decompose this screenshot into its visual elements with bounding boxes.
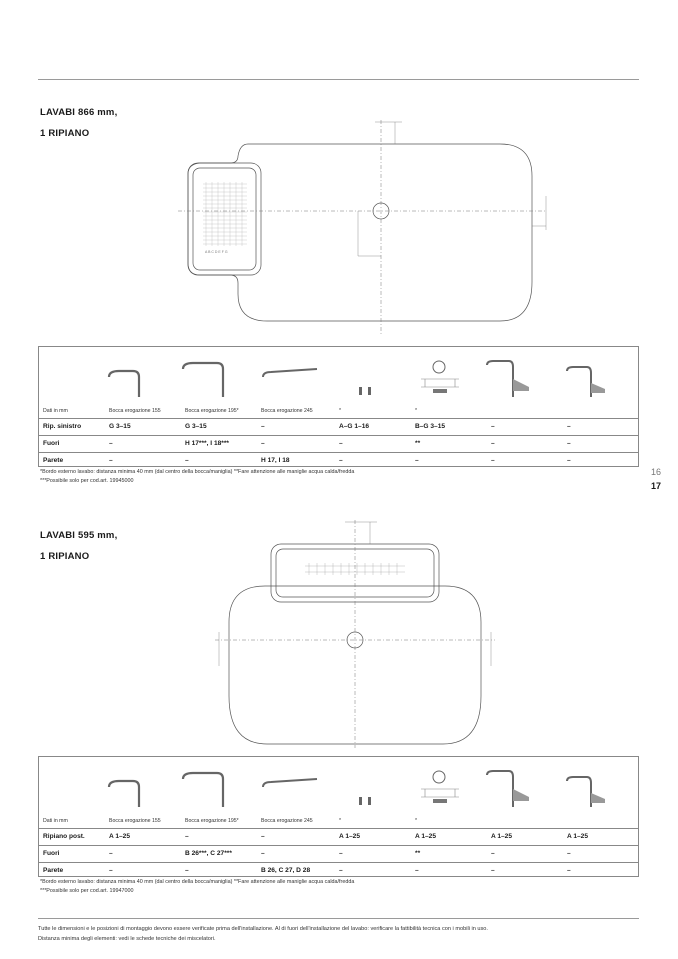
- row-label: Ripiano post.: [43, 833, 85, 840]
- cell: B 26***, C 27***: [185, 850, 232, 857]
- row-label: Parete: [43, 457, 64, 464]
- cell: –: [185, 867, 189, 874]
- cell: –: [109, 457, 113, 464]
- cell: –: [339, 457, 343, 464]
- section2-title-line2: 1 RIPIANO: [40, 551, 90, 562]
- row-label: Fuori: [43, 440, 60, 447]
- cell: –: [185, 833, 189, 840]
- footer-line1: Tutte le dimensioni e le posizioni di montaggio devono essere verificate prima dell'installazione. Al di fuori dell'installazione del lavabo: verificare la fattibilità tecnica con i mobili in uso.: [38, 926, 488, 932]
- footer-line2: Distanza minima degli elementi: vedi le schede tecniche dei miscelatori.: [38, 935, 216, 942]
- section2-row-2: [39, 845, 638, 862]
- section1-row-3: [39, 452, 638, 469]
- label-col1: Bocca erogazione 155: [109, 818, 161, 824]
- handle-pair-icon: [335, 767, 395, 809]
- cell: B–G 3–15: [415, 423, 446, 430]
- top-divider: [38, 79, 639, 80]
- basin-595-drawing: [205, 516, 505, 748]
- label-col3: Bocca erogazione 245: [261, 408, 313, 414]
- cell: **: [415, 440, 421, 447]
- cell: –: [339, 440, 343, 447]
- section2-table: [38, 756, 639, 877]
- section1-product-images: [39, 347, 638, 404]
- section2-row-1: [39, 828, 638, 845]
- label-col4: *: [339, 818, 342, 824]
- cell: –: [491, 440, 495, 447]
- cell: B 26, C 27, D 28: [261, 867, 311, 874]
- mixer-short-icon: [561, 767, 621, 809]
- section2-note2: ***Possibile solo per cod.art. 19947000: [40, 888, 134, 894]
- page-number-current: 17: [651, 481, 662, 491]
- row-label: Fuori: [43, 850, 60, 857]
- basin-866-outline: [188, 144, 532, 321]
- cell: –: [491, 423, 495, 430]
- spout-195-icon: [181, 357, 241, 399]
- basin-866-shelf: [188, 163, 261, 275]
- cell: –: [415, 867, 419, 874]
- section2-label-row: [39, 816, 638, 828]
- cell: –: [567, 440, 571, 447]
- cell: –: [109, 867, 113, 874]
- row-label: Rip. sinistro: [43, 423, 82, 430]
- cell: –: [261, 833, 265, 840]
- label-col2: Bocca erogazione 195*: [185, 408, 239, 414]
- label-col5: *: [415, 408, 418, 414]
- section2-title: [40, 525, 117, 567]
- cell: A 1–25: [567, 833, 589, 840]
- footer-text: [38, 925, 639, 944]
- basin-866-drawing: [170, 118, 560, 340]
- wall-mixer-diagram-icon: [411, 767, 471, 809]
- mixer-tall-icon: [483, 767, 543, 809]
- cell: –: [491, 457, 495, 464]
- cell: A–G 1–16: [339, 423, 370, 430]
- cell: –: [261, 440, 265, 447]
- basin-866-grid-letters: A B C D E F G: [205, 250, 228, 254]
- label-col5: *: [415, 818, 418, 824]
- spout-155-icon: [105, 357, 165, 399]
- cell: A 1–25: [109, 833, 131, 840]
- cell: H 17, I 18: [261, 457, 290, 464]
- handle-pair-icon: [335, 357, 395, 399]
- cell: G 3–15: [109, 423, 131, 430]
- cell: –: [109, 440, 113, 447]
- cell: **: [415, 850, 421, 857]
- section1-note1: *Bordo esterno lavabo: distanza minima 40 mm (dal centro della bocca/maniglia) **Fare attenzione alle maniglie acqua calda/fredda: [40, 469, 355, 475]
- cell: –: [339, 867, 343, 874]
- cell: –: [415, 457, 419, 464]
- page-number-prev: 16: [651, 467, 662, 477]
- section1-row-2: [39, 435, 638, 452]
- label-col4: *: [339, 408, 342, 414]
- spout-245-icon: [259, 767, 319, 809]
- section2-note1: *Bordo esterno lavabo: distanza minima 40 mm (dal centro della bocca/maniglia) **Fare attenzione alle maniglie acqua calda/fredda: [40, 879, 355, 885]
- spout-155-icon: [105, 767, 165, 809]
- spout-245-icon: [259, 357, 319, 399]
- section2-title-line1: LAVABI 595 mm,: [40, 530, 118, 541]
- wall-mixer-diagram-icon: [411, 357, 471, 399]
- row-label: Parete: [43, 867, 64, 874]
- cell: –: [491, 867, 495, 874]
- cell: –: [261, 850, 265, 857]
- cell: H 17***, I 18***: [185, 440, 229, 447]
- cell: –: [567, 423, 571, 430]
- section1-row-1: [39, 418, 638, 435]
- cell: –: [567, 850, 571, 857]
- cell: –: [109, 850, 113, 857]
- label-col2: Bocca erogazione 195*: [185, 818, 239, 824]
- section1-title-line2: 1 RIPIANO: [40, 128, 90, 139]
- cell: A 1–25: [415, 833, 437, 840]
- section1-title-line1: LAVABI 866 mm,: [40, 107, 118, 118]
- cell: –: [339, 850, 343, 857]
- mixer-tall-icon: [483, 357, 543, 399]
- section2-product-images: [39, 757, 638, 814]
- cell: G 3–15: [185, 423, 207, 430]
- label-dati: Dati in mm: [43, 818, 68, 824]
- footer-divider: [38, 918, 639, 919]
- cell: –: [261, 423, 265, 430]
- cell: –: [567, 457, 571, 464]
- spout-195-icon: [181, 767, 241, 809]
- section1-note2: ***Possibile solo per cod.art. 19945000: [40, 478, 134, 484]
- section1-label-row: [39, 406, 638, 418]
- basin-866-position-grid: [203, 182, 247, 246]
- section2-row-3: [39, 862, 638, 879]
- cell: –: [567, 867, 571, 874]
- mixer-short-icon: [561, 357, 621, 399]
- cell: A 1–25: [339, 833, 361, 840]
- section1-title: [40, 102, 117, 144]
- cell: A 1–25: [491, 833, 513, 840]
- section1-table: [38, 346, 639, 467]
- label-dati: Dati in mm: [43, 408, 68, 414]
- cell: –: [185, 457, 189, 464]
- label-col3: Bocca erogazione 245: [261, 818, 313, 824]
- cell: –: [491, 850, 495, 857]
- label-col1: Bocca erogazione 155: [109, 408, 161, 414]
